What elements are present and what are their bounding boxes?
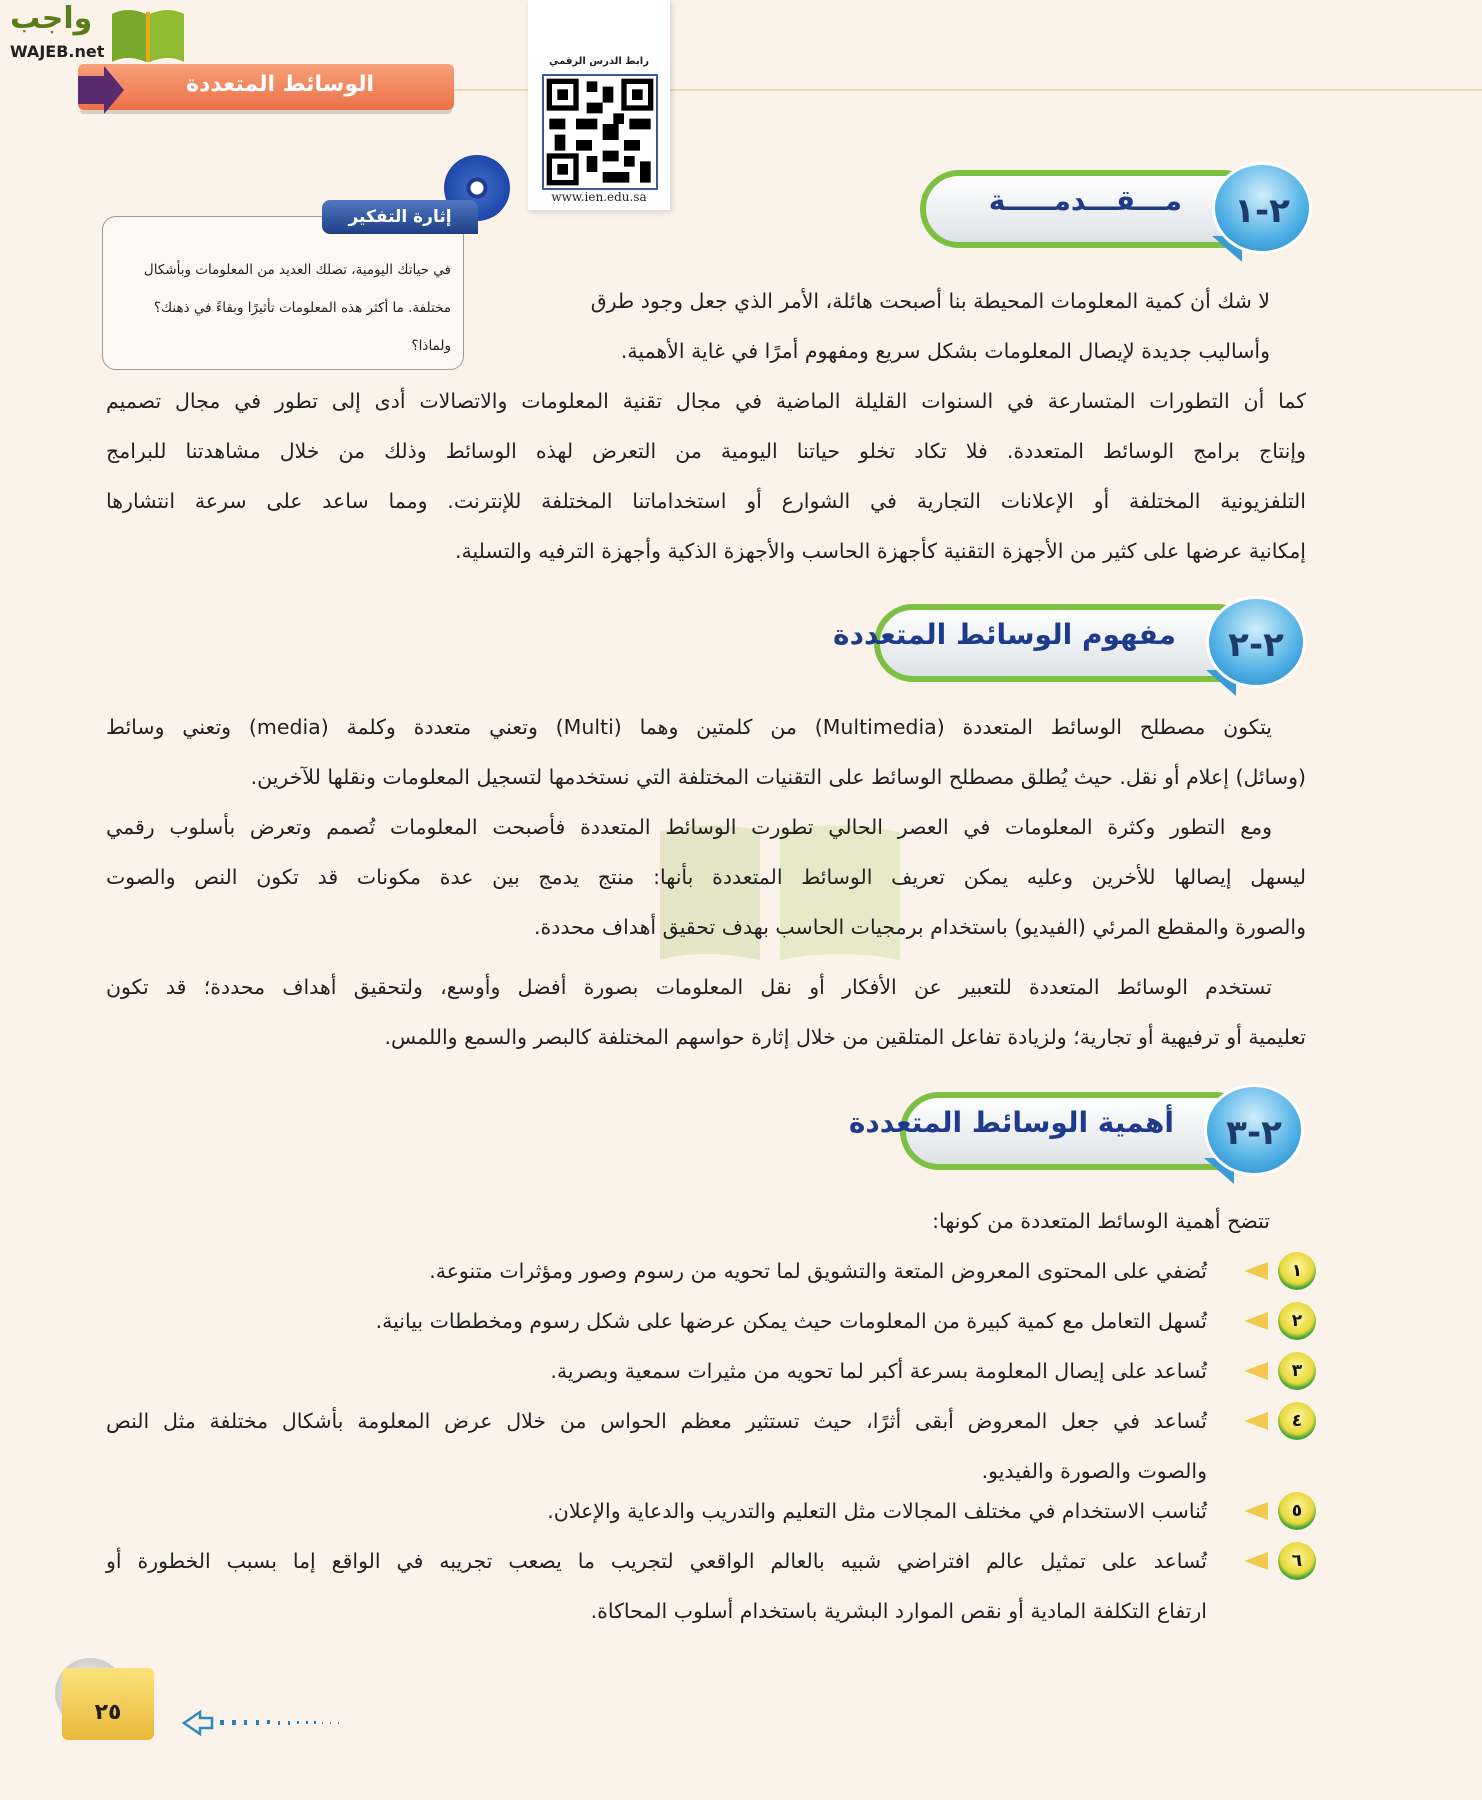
text-line: يتكون مصطلح الوسائط المتعددة (Multimedia) من كلمتين وهما (Multi) وتعني متعددة وكلمة (media) وتعني وسائط bbox=[106, 715, 1272, 739]
list-number-badge: ٤ bbox=[1278, 1402, 1316, 1440]
text-line: تُضفي على المحتوى المعروض المتعة والتشويق لما تحويه من رسوم وصور ومؤثرات متنوعة. bbox=[429, 1259, 1207, 1283]
text-line: وإنتاج برامج الوسائط المتعددة. فلا تكاد تخلو حياتنا اليومية من التعرض لهذه الوسائط وذلك من خلال مشاهدتنا للبرامج bbox=[106, 439, 1306, 463]
section-header-concept bbox=[833, 600, 1306, 684]
bullet-pointer-icon bbox=[1244, 1552, 1268, 1570]
think-box bbox=[102, 216, 464, 370]
list-item bbox=[547, 1486, 1207, 1536]
bullet-pointer-icon bbox=[1244, 1362, 1268, 1380]
chapter-title: الوسائط المتعددة bbox=[186, 72, 374, 97]
text-line: تعليمية أو ترفيهية أو تجارية؛ ولزيادة تفاعل المتلقين من خلال إثارة حواسهم المختلفة كالبصر والسمع واللمس. bbox=[384, 1025, 1306, 1049]
section-title: أهمية الوسائط المتعددة bbox=[848, 1106, 1174, 1139]
text-line: إمكانية عرضها على كثير من الأجهزة التقنية كأجهزة الحاسب والأجهزة الذكية وأجهزة الترفيه والتسلية. bbox=[454, 539, 1306, 563]
logo-latin: WAJEB.net bbox=[10, 42, 105, 61]
qr-label: رابط الدرس الرقمي bbox=[549, 56, 649, 67]
text-line: التلفزيونية المختلفة أو الإعلانات التجارية في الشوارع أو استخداماتنا المختلفة للإنترنت. ومما ساعد على سرعة انتشارها bbox=[106, 489, 1306, 513]
text-line: والصوت والصورة والفيديو. bbox=[981, 1459, 1207, 1483]
arrow-left-icon bbox=[180, 1708, 360, 1738]
list-item bbox=[376, 1296, 1207, 1346]
section-number: ٢-٢ bbox=[1206, 596, 1306, 688]
text-line: ارتفاع التكلفة المادية أو نقص الموارد البشرية باستخدام أسلوب المحاكاة. bbox=[590, 1599, 1207, 1623]
page-number: ٢٥ bbox=[94, 1700, 122, 1725]
text-line: تُسهل التعامل مع كمية كبيرة من المعلومات حيث يمكن عرضها على شكل رسوم ومخططات بيانية. bbox=[375, 1309, 1207, 1333]
paragraph bbox=[106, 802, 1306, 952]
text-line: لا شك أن كمية المعلومات المحيطة بنا أصبحت هائلة، الأمر الذي جعل وجود طرق bbox=[590, 289, 1270, 313]
text-line: كما أن التطورات المتسارعة في السنوات القليلة الماضية في مجال تقنية المعلومات والاتصالات أدى إلى تطور في مجال تصميم bbox=[106, 389, 1306, 413]
bullet-pointer-icon bbox=[1244, 1262, 1268, 1280]
text-line: تُساعد في جعل المعروض أبقى أثرًا، حيث تستثير معظم الحواس من خلال عرض المعلومة بأشكال مختلفة مثل النص bbox=[106, 1409, 1207, 1433]
text-line: ومع التطور وكثرة المعلومات في العصر الحالي تطورت الوسائط المتعددة فأصبحت المعلومات تُصمم وتعرض بأسلوب رقمي bbox=[106, 815, 1272, 839]
paragraph bbox=[106, 962, 1306, 1062]
book-logo-icon bbox=[108, 6, 188, 64]
text-line: (وسائل) إعلام أو نقل. حيث يُطلق مصطلح الوسائط على التقنيات المختلفة التي نستخدمها لتسجيل المعلومات ونقلها للآخرين. bbox=[250, 765, 1306, 789]
think-label: إثارة التفكير bbox=[322, 200, 478, 234]
list-intro: تتضح أهمية الوسائط المتعددة من كونها: bbox=[932, 1209, 1270, 1233]
text-line: تستخدم الوسائط المتعددة للتعبير عن الأفكار أو نقل المعلومات بصورة أفضل وأوسع، ولتحقيق أهداف محددة؛ قد تكون bbox=[106, 975, 1272, 999]
think-line: مختلفة. ما أكثر هذه المعلومات تأثيرًا وبقاءً في ذهنك؟ bbox=[153, 300, 451, 316]
paragraph bbox=[106, 376, 1306, 576]
section-title: مفهوم الوسائط المتعددة bbox=[833, 618, 1176, 651]
list-number-badge: ٦ bbox=[1278, 1542, 1316, 1580]
think-line: في حياتك اليومية، تصلك العديد من المعلومات وبأشكال bbox=[143, 262, 451, 278]
paragraph bbox=[591, 276, 1270, 376]
qr-card[interactable] bbox=[528, 0, 670, 210]
text-line: ليسهل إيصالها للأخرين وعليه يمكن تعريف الوسائط المتعددة بأنها: منتج يدمج بين عدة مكونات قد تكون النص والصوت bbox=[106, 865, 1306, 889]
list-number-badge: ٥ bbox=[1278, 1492, 1316, 1530]
think-line: ولماذا؟ bbox=[411, 338, 451, 354]
bullet-pointer-icon bbox=[1244, 1502, 1268, 1520]
section-header-importance bbox=[848, 1088, 1304, 1172]
list-number-badge: ٣ bbox=[1278, 1352, 1316, 1390]
text-line: تُساعد على تمثيل عالم افتراضي شبيه بالعالم الواقعي لتجريب ما يصعب تجريبه في الواقع إما بسبب الخطورة أو bbox=[106, 1549, 1207, 1573]
section-number: ٢-٣ bbox=[1204, 1084, 1304, 1176]
list-item bbox=[106, 1396, 1207, 1496]
text-line: تُساعد على إيصال المعلومة بسرعة أكبر لما تحويه من مثيرات سمعية وبصرية. bbox=[550, 1359, 1207, 1383]
qr-url[interactable]: www.ien.edu.sa bbox=[551, 190, 647, 204]
section-title: مـــقـــدمـــــة bbox=[988, 184, 1182, 217]
list-number-badge: ٢ bbox=[1278, 1302, 1316, 1340]
bullet-pointer-icon bbox=[1244, 1312, 1268, 1330]
text-line: تُناسب الاستخدام في مختلف المجالات مثل التعليم والتدريب والدعاية والإعلان. bbox=[547, 1499, 1207, 1523]
bullet-pointer-icon bbox=[1244, 1412, 1268, 1430]
chapter-banner bbox=[78, 64, 454, 110]
list-number-badge: ١ bbox=[1278, 1252, 1316, 1290]
list-item bbox=[550, 1346, 1207, 1396]
text-line: والصورة والمقطع المرئي (الفيديو) باستخدام برمجيات الحاسب بهدف تحقيق أهداف محددة. bbox=[534, 915, 1306, 939]
list-item bbox=[106, 1536, 1207, 1636]
paragraph bbox=[106, 702, 1306, 802]
qr-code-icon[interactable] bbox=[542, 74, 658, 190]
logo-arabic: واجب bbox=[10, 1, 93, 36]
list-item bbox=[429, 1246, 1207, 1296]
section-header-intro bbox=[920, 166, 1312, 250]
section-number: ٢-١ bbox=[1212, 162, 1312, 254]
arrow-right-icon bbox=[76, 66, 126, 118]
text-line: وأساليب جديدة لإيصال المعلومات بشكل سريع ومفهوم أمرًا في غاية الأهمية. bbox=[620, 339, 1270, 363]
